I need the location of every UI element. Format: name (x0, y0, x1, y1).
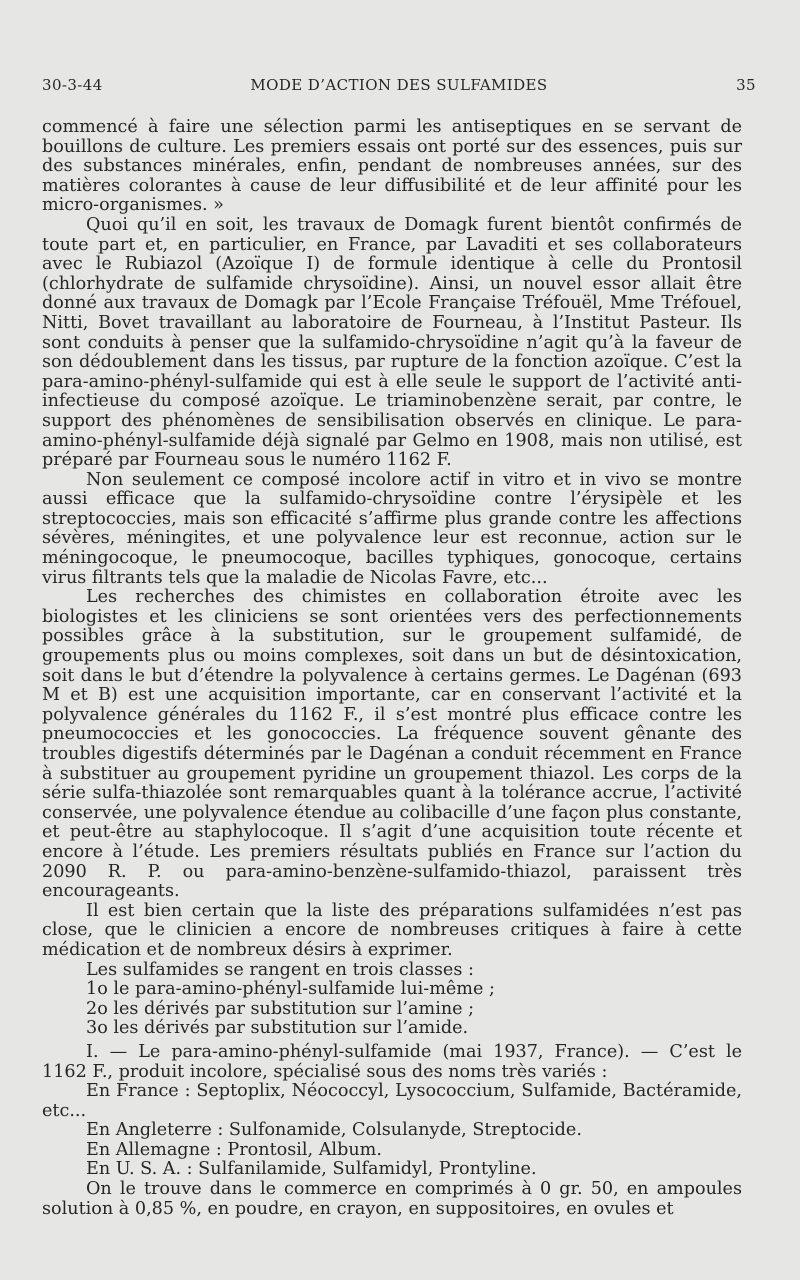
paragraph-usa-names: En U. S. A. : Sulfanilamide, Sulfamidyl, Prontyline. (86, 1159, 537, 1180)
page-number: 35 (736, 76, 756, 94)
paragraph-france-names: En France : Septoplix, Néococcyl, Lysococcium, Sulfamide, Bactéramide, etc... (42, 1081, 742, 1121)
paragraph-5: Il est bien certain que la liste des préparations sulfamidées n’est pas close, que le clinicien a encore de nombreuses critiques à faire à cette médication et de nombreux désirs à exprimer. (42, 900, 742, 960)
body-text (42, 118, 742, 1219)
paragraph-forms: On le trouve dans le commerce en comprimés à 0 gr. 50, en ampoules solution à 0,85 %, en poudre, en crayon, en suppositoires, en ovules et (42, 1179, 742, 1219)
list-item-class-1: 1o le para-amino-phényl-sulfamide lui-même ; (86, 979, 495, 1000)
header-title: MODE D’ACTION DES SULFAMIDES (250, 76, 548, 94)
running-header (42, 76, 756, 98)
header-date: 30-3-44 (42, 76, 103, 94)
list-item-class-3: 3o les dérivés par substitution sur l’amide. (86, 1018, 469, 1039)
paragraph-classes-intro: Les sulfamides se rangent en trois classes : (86, 959, 474, 980)
list-item-class-2: 2o les dérivés par substitution sur l’amine ; (86, 998, 475, 1019)
paragraph-3: Non seulement ce composé incolore actif in vitro et in vivo se montre aussi efficace que la sulfamido-chrysoïdine contre l’érysipèle et les streptococcies, mais son efficacité s’affirme plus grande contre les affections sévères, méningites, et une polyvalence leur est reconnue, action sur le méningocoque, le pneumocoque, bacilles typhiques, gonocoque, certains virus filtrants tels que la maladie de Nicolas Favre, etc... (42, 469, 742, 588)
paragraph-2: Quoi qu’il en soit, les travaux de Domagk furent bientôt confirmés de toute part et, en particulier, en France, par Lavaditi et ses collaborateurs avec le Rubiazol (Azoïque I) de formule identique à celle du Prontosil (chlorhydrate de sulfamide chrysoïdine). Ainsi, un nouvel essor allait être donné aux travaux de Domagk par l’Ecole Française Tréfouël, Mme Tréfouel, Nitti, Bovet travaillant au laboratoire de Fourneau, à l’Institut Pasteur. Ils sont conduits à penser que la sulfamido-chrysoïdine n’agit qu’à la faveur de son dédoublement dans les tissus, par rupture de la fonction azoïque. C’est la para-amino-phényl-sulfamide qui est à elle seule le support de l’activité anti-infectieuse du composé azoïque. Le triaminobenzène serait, par contre, le support des phénomènes de sensibilisation observés en clinique. Le para-amino-phényl-sulfamide déjà signalé par Gelmo en 1908, mais non utilisé, est préparé par Fourneau sous le numéro 1162 F. (42, 214, 742, 471)
paragraph-england-names: En Angleterre : Sulfonamide, Colsulanyde, Streptocide. (86, 1120, 582, 1141)
paragraph-1: commencé à faire une sélection parmi les antiseptiques en se servant de bouillons de culture. Les premiers essais ont porté sur des essences, puis sur des substances minérales, enfin, pendant de nombreuses années, sur des matières colorantes à cause de leur diffusibilité et de leur affinité pour les micro-organismes. » (42, 117, 742, 216)
section-heading-paragraph: I. — Le para-amino-phényl-sulfamide (mai 1937, France). — C’est le 1162 F., produit incolore, spécialisé sous des noms très variés : (42, 1041, 742, 1082)
paragraph-germany-names: En Allemagne : Prontosil, Album. (86, 1139, 382, 1160)
paragraph-4: Les recherches des chimistes en collaboration étroite avec les biologistes et les cliniciens se sont orientées vers des perfectionnements possibles grâce à la substitution, sur le groupement sulfamidé, de groupements plus ou moins complexes, soit dans un but de désintoxication, soit dans le but d’étendre la polyvalence à certains germes. Le Dagénan (693 M et B) est une acquisition importante, car en conservant l’activité et la polyvalence générales du 1162 F., il s’est montré plus efficace contre les pneumococcies et les gonococcies. La fréquence souvent gênante des troubles digestifs déterminés par le Dagénan a conduit récemment en France à substituer au groupement pyridine un groupement thiazol. Les corps de la série sulfa-thiazolée sont remarquables quant à la tolérance accrue, l’activité conservée, une polyvalence étendue au colibacille d’une façon plus constante, et peut-être au staphylocoque. Il s’agit d’une acquisition toute récente et encore à l’étude. Les premiers résultats publiés en France sur l’action du 2090 R. P. ou para-amino-benzène-sulfamido-thiazol, paraissent très encourageants. (42, 587, 742, 902)
